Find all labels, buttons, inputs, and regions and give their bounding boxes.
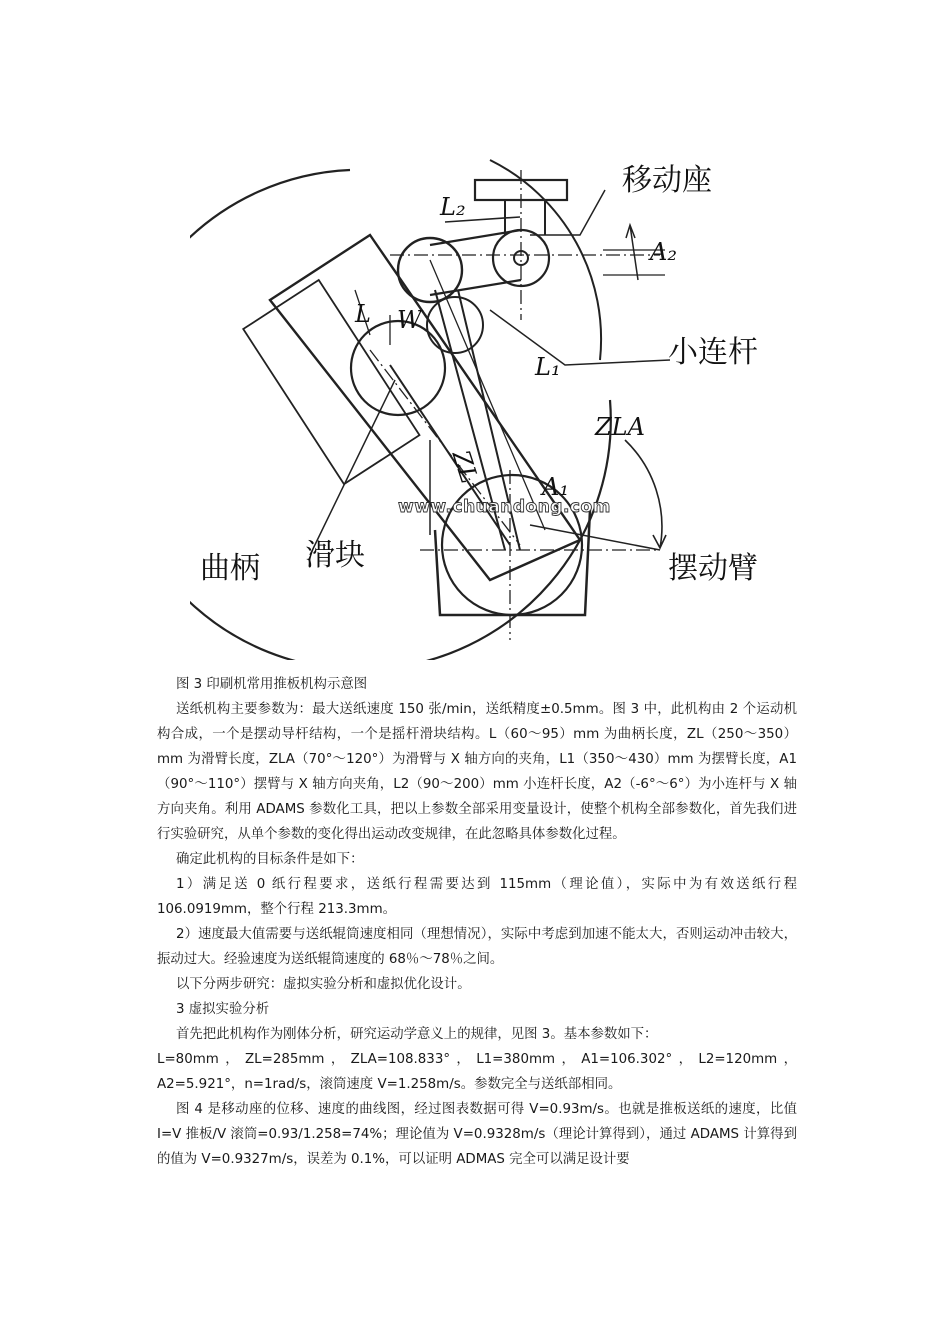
- zla-arc: [625, 440, 666, 548]
- label-small-link: 小连杆: [668, 335, 758, 370]
- symbol-l2: L₂: [440, 193, 466, 221]
- paragraph-goal-2: 2）速度最大值需要与送纸辊筒速度相同（理想情况），实际中考虑到加速不能太大，否则运动冲击较大，振动过大。经验速度为送纸辊筒速度的 68％～78％之间。: [157, 927, 797, 967]
- label-swing-arm: 摆动臂: [668, 551, 758, 586]
- symbol-l: L: [355, 300, 371, 328]
- section-heading: 3 虚拟实验分析: [176, 1002, 270, 1017]
- paragraph-rigid-analysis: 首先把此机构作为刚体分析，研究运动学意义上的规律，见图 3。基本参数如下：: [176, 1027, 658, 1042]
- label-moving-seat: 移动座: [622, 163, 712, 198]
- watermark: www.chuandong.com: [398, 497, 611, 517]
- paragraph-basic-params: L=80mm，ZL=285mm，ZLA=108.833°，L1=380mm，A1=106.302°，L2=120mm，A2=5.921°，n=1rad/s，滚筒速度 V=1.258m/s。参数完全与送纸部相同。: [157, 1052, 797, 1092]
- mechanism-diagram: [190, 150, 800, 660]
- paragraph-figure4: 图 4 是移动座的位移、速度的曲线图，经过图表数据可得 V=0.93m/s。也就是推板送纸的速度，比值 I=V 推板/V 滚筒=0.93/1.258=74%；理论值为 V=0.9328m/s（理论计算得到），通过 ADAMS 计算得到的值为 V=0.9327m/s，误差为 0.1%，可以证明 ADMAS 完全可以满足设计要: [157, 1102, 797, 1167]
- label-crank: 曲柄: [200, 551, 260, 586]
- symbol-zl: ZL: [446, 446, 484, 487]
- figure-caption: 图 3 印刷机常用推板机构示意图: [176, 677, 368, 692]
- symbol-l1: L₁: [535, 353, 561, 381]
- symbol-a2: A₂: [650, 238, 677, 266]
- article-body: [157, 672, 797, 1172]
- paragraph-goal-1: 1）满足送 0 纸行程要求，送纸行程需要达到 115mm（理论值），实际中为有效送纸行程 106.0919mm，整个行程 213.3mm。: [157, 877, 797, 917]
- label-slider: 滑块: [305, 538, 365, 573]
- paragraph-goals-intro: 确定此机构的目标条件是如下：: [176, 852, 364, 867]
- paragraph-two-steps: 以下分两步研究：虚拟实验分析和虚拟优化设计。: [176, 977, 471, 992]
- symbol-zla: ZLA: [595, 413, 645, 441]
- symbol-a1: A₁: [542, 473, 569, 501]
- paragraph-parameters: 送纸机构主要参数为：最大送纸速度 150 张/min，送纸精度±0.5mm。图 3 中，此机构由 2 个运动机构合成，一个是摆动导杆结构，一个是摇杆滑块结构。L（60～95）mm 为曲柄长度，ZL（250～350）mm 为滑臂长度，ZLA（70°～120°）为滑臂与 X 轴方向的夹角，L1（350～430）mm 为摆臂长度，A1（90°～110°）摆臂与 X 轴方向夹角，L2（90～200）mm 小连杆长度，A2（-6°～6°）为小连杆与 X 轴方向夹角。利用 ADAMS 参数化工具，把以上参数全部采用变量设计，使整个机构全部参数化，首先我们进行实验研究，从单个参数的变化得出运动改变规律，在此忽略具体参数化过程。: [157, 702, 797, 842]
- symbol-w: W: [397, 306, 422, 334]
